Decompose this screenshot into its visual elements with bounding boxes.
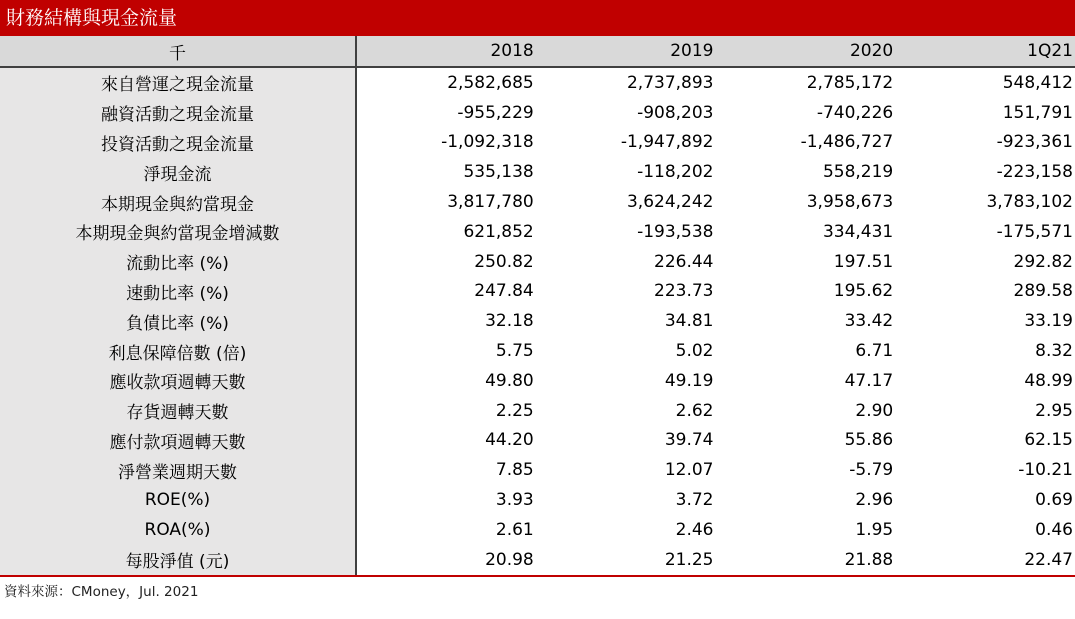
- row-label: 投資活動之現金流量: [0, 128, 356, 158]
- value-cell: 21.25: [536, 545, 716, 576]
- value-cell: 0.69: [1035, 490, 1073, 511]
- value-cell: 226.44: [654, 251, 714, 272]
- table-row: [0, 277, 1075, 307]
- unit-header: 千: [0, 36, 356, 67]
- table-row: [0, 128, 1075, 158]
- value-cell: 3,958,673: [806, 192, 894, 213]
- value-cell: 223.73: [654, 281, 714, 302]
- value-cell: 49.19: [664, 370, 714, 391]
- value-cell: 12.07: [664, 460, 714, 481]
- value-cell: 8.32: [1035, 341, 1073, 362]
- value-cell: 3,817,780: [447, 192, 534, 213]
- value-cell: 2.62: [675, 400, 714, 421]
- row-label: 速動比率 (%): [0, 277, 356, 307]
- value-cell: 44.20: [485, 430, 534, 451]
- value-cell: 558,219: [822, 162, 894, 183]
- financial-table-container: [0, 36, 1075, 577]
- value-cell: 2.61: [495, 519, 534, 540]
- row-label: ROE(%): [0, 485, 356, 515]
- table-row: [0, 67, 1075, 98]
- value-cell: 2,582,685: [447, 72, 534, 93]
- row-label: 每股淨值 (元): [0, 545, 356, 576]
- value-cell: 22.47: [895, 545, 1075, 576]
- value-cell: 3,624,242: [626, 192, 714, 213]
- value-cell: -1,947,892: [620, 132, 714, 153]
- value-cell: -740,226: [816, 102, 894, 123]
- value-cell: 535,138: [463, 162, 534, 183]
- value-cell: 47.17: [844, 370, 894, 391]
- financial-structure-table: [0, 36, 1075, 577]
- table-row: [0, 455, 1075, 485]
- value-cell: 55.86: [844, 430, 894, 451]
- year-header: 2020: [716, 36, 896, 67]
- value-cell: 5.75: [495, 341, 534, 362]
- row-label: 應收款項週轉天數: [0, 366, 356, 396]
- row-label: 本期現金與約當現金增減數: [0, 217, 356, 247]
- value-cell: 2.25: [495, 400, 534, 421]
- row-label: ROA(%): [0, 515, 356, 545]
- value-cell: 1.95: [855, 519, 894, 540]
- value-cell: 20.98: [356, 545, 536, 576]
- value-cell: 3.93: [495, 490, 534, 511]
- value-cell: 2,785,172: [806, 72, 894, 93]
- value-cell: -5.79: [849, 460, 894, 481]
- table-row: [0, 217, 1075, 247]
- value-cell: 3,783,102: [986, 192, 1073, 213]
- value-cell: 197.51: [833, 251, 894, 272]
- value-cell: -118,202: [637, 162, 714, 183]
- table-title: 財務結構與現金流量: [0, 0, 1075, 36]
- table-row: [0, 247, 1075, 277]
- value-cell: 621,852: [463, 221, 534, 242]
- value-cell: 34.81: [664, 311, 714, 332]
- row-label: 淨營業週期天數: [0, 455, 356, 485]
- table-row: [0, 366, 1075, 396]
- table-row: [0, 515, 1075, 545]
- value-cell: 39.74: [664, 430, 714, 451]
- header-row: [0, 36, 1075, 67]
- table-row: [0, 157, 1075, 187]
- value-cell: 548,412: [1002, 72, 1073, 93]
- table-row: [0, 336, 1075, 366]
- value-cell: 62.15: [1024, 430, 1073, 451]
- row-label: 利息保障倍數 (倍): [0, 336, 356, 366]
- table-row: [0, 306, 1075, 336]
- value-cell: 289.58: [1013, 281, 1073, 302]
- value-cell: -193,538: [637, 221, 714, 242]
- row-label: 流動比率 (%): [0, 247, 356, 277]
- year-header: 1Q21: [895, 36, 1075, 67]
- value-cell: 0.46: [1035, 519, 1073, 540]
- row-label: 存貨週轉天數: [0, 396, 356, 426]
- value-cell: 48.99: [1024, 370, 1073, 391]
- value-cell: 33.19: [1024, 311, 1073, 332]
- value-cell: 2.90: [855, 400, 894, 421]
- table-row: [0, 98, 1075, 128]
- value-cell: 292.82: [1013, 251, 1073, 272]
- value-cell: 2.95: [1035, 400, 1073, 421]
- source-note: 資料來源：CMoney，Jul. 2021: [4, 584, 199, 600]
- value-cell: 195.62: [833, 281, 894, 302]
- row-label: 應付款項週轉天數: [0, 426, 356, 456]
- value-cell: 21.88: [716, 545, 896, 576]
- value-cell: -1,486,727: [800, 132, 894, 153]
- value-cell: 2,737,893: [626, 72, 714, 93]
- row-label: 負債比率 (%): [0, 306, 356, 336]
- table-body: [0, 67, 1075, 576]
- year-header: 2019: [536, 36, 716, 67]
- value-cell: 6.71: [855, 341, 894, 362]
- table-row: [0, 485, 1075, 515]
- value-cell: 5.02: [675, 341, 714, 362]
- row-label: 本期現金與約當現金: [0, 187, 356, 217]
- table-row: [0, 545, 1075, 576]
- value-cell: 334,431: [822, 221, 894, 242]
- row-label: 融資活動之現金流量: [0, 98, 356, 128]
- value-cell: 2.46: [675, 519, 714, 540]
- value-cell: 247.84: [474, 281, 534, 302]
- value-cell: -923,361: [996, 132, 1073, 153]
- year-header: 2018: [356, 36, 536, 67]
- value-cell: -1,092,318: [441, 132, 534, 153]
- value-cell: 3.72: [675, 490, 714, 511]
- row-label: 來自營運之現金流量: [0, 67, 356, 98]
- value-cell: 33.42: [844, 311, 894, 332]
- value-cell: -175,571: [996, 221, 1073, 242]
- row-label: 淨現金流: [0, 157, 356, 187]
- value-cell: -223,158: [996, 162, 1073, 183]
- value-cell: 151,791: [1002, 102, 1073, 123]
- value-cell: 49.80: [485, 370, 534, 391]
- value-cell: 32.18: [485, 311, 534, 332]
- value-cell: 7.85: [495, 460, 534, 481]
- table-row: [0, 396, 1075, 426]
- table-row: [0, 426, 1075, 456]
- value-cell: -908,203: [637, 102, 714, 123]
- table-row: [0, 187, 1075, 217]
- value-cell: -10.21: [1018, 460, 1073, 481]
- value-cell: 2.96: [855, 490, 894, 511]
- value-cell: -955,229: [457, 102, 534, 123]
- value-cell: 250.82: [474, 251, 534, 272]
